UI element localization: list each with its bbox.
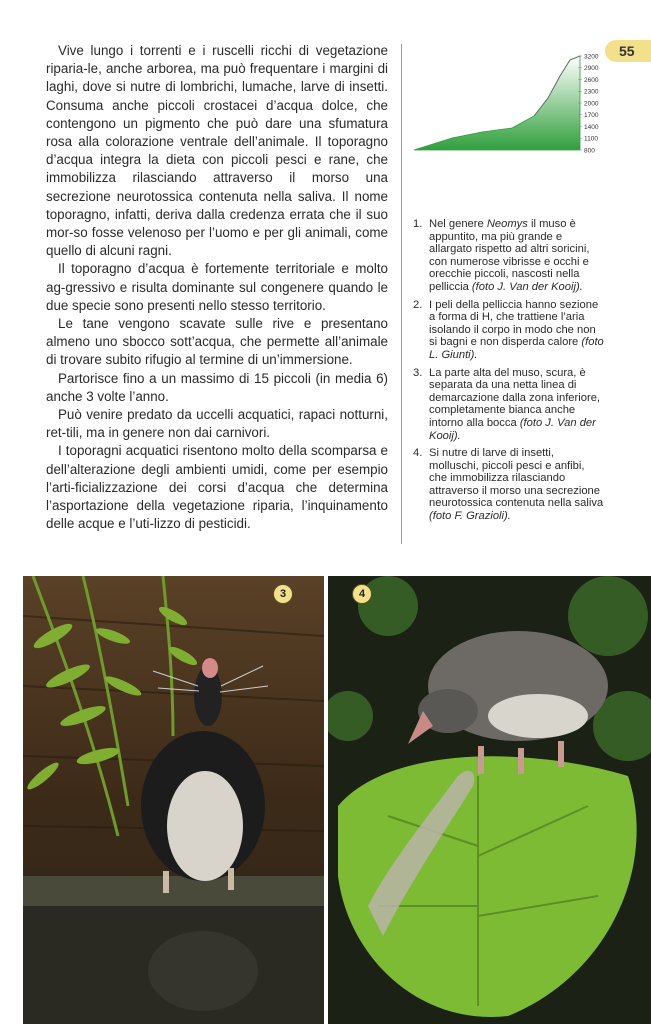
paragraph-5: Può venire predato da uccelli acquatici, rapaci notturni, ret-tili, ma in genere non dai carnivori. xyxy=(46,407,388,441)
caption-number: 4. xyxy=(413,447,423,460)
paragraph-3: Le tane vengono scavate sulle rive e presentano almeno uno sbocco sott’acqua, che permette all’animale di trovare subito rifugio al termine di un’immersione. xyxy=(46,316,388,368)
captions-column xyxy=(413,218,605,528)
altitude-tick-label: 1400 xyxy=(584,123,599,131)
photo-4-badge: 4 xyxy=(352,584,372,604)
altitude-tick-label: 800 xyxy=(584,147,595,155)
caption-4 xyxy=(413,447,605,523)
photo-3-badge: 3 xyxy=(273,584,293,604)
altitude-bands xyxy=(412,56,580,151)
altitude-tick-label: 3200 xyxy=(584,53,599,61)
paragraph-6: I toporagni acquatici risentono molto della scomparsa e dell’alterazione degli ambienti umidi, come per esempio l’arti-ficializzazione dei corsi d’acqua che determina l’asportazione della vegetazione riparia, l’inquinamento delle acque e l’uti-lizzo di pesticidi. xyxy=(46,443,388,532)
water-shrew-photo-icon xyxy=(23,576,324,1024)
page-number: 55 xyxy=(605,40,651,62)
caption-text xyxy=(429,447,605,523)
caption-number: 3. xyxy=(413,366,423,379)
photo-4-shrew-eating-fish xyxy=(328,576,651,1024)
altitude-tick-label: 1700 xyxy=(584,112,599,120)
caption-text-part: Nel genere xyxy=(429,218,487,230)
altitude-tick-labels xyxy=(578,53,599,154)
altitude-tick-label: 1100 xyxy=(584,135,598,143)
shrew-eating-fish-photo-icon xyxy=(328,576,651,1024)
caption-1 xyxy=(413,218,605,294)
caption-text xyxy=(429,299,605,362)
caption-number: 1. xyxy=(413,218,423,230)
caption-text-part: I peli della pelliccia hanno sezione a forma di H, che trattiene l’aria isolando il corpo in modo che non si bagni e non disperda calore xyxy=(429,298,599,349)
caption-credit: (foto L. Giunti). xyxy=(429,336,604,361)
altitude-tick-label: 2000 xyxy=(584,100,599,108)
paragraph-4: Partorisce fino a un massimo di 15 piccoli (in media 6) anche 3 volte l’anno. xyxy=(46,370,388,404)
main-text-column xyxy=(46,42,388,533)
altitude-tick-label: 2600 xyxy=(584,76,599,84)
caption-text xyxy=(429,218,605,294)
caption-text xyxy=(429,367,605,443)
altitude-band-fill xyxy=(412,56,580,151)
altitude-tick-label: 2900 xyxy=(584,65,599,73)
photo-3-water-shrew xyxy=(23,576,324,1024)
caption-3 xyxy=(413,367,605,443)
caption-text-part: Si nutre di larve di insetti, molluschi, piccoli pesci e anfibi, che immobilizza rilasciando attraverso il morso una secrezione neurotossica contenuta nella saliva xyxy=(429,447,604,510)
caption-text-part: il muso è appuntito, ma più grande e allargato rispetto ad altri soricini, con numerose vibrisse e occhi e orecchie piccoli, nascosti nella pelliccia xyxy=(429,218,590,293)
caption-number: 2. xyxy=(413,298,423,311)
column-divider xyxy=(401,44,402,544)
caption-credit: (foto J. Van der Kooij). xyxy=(429,416,596,442)
altitude-chart xyxy=(412,46,608,156)
caption-credit: (foto F. Grazioli). xyxy=(429,510,511,523)
caption-text-part: La parte alta del muso, scura, è separata da una netta linea di demarcazione dalla zona inferiore, completamente bianca anche intorno alla bocca xyxy=(429,366,601,429)
caption-2 xyxy=(413,299,605,362)
caption-credit: (foto J. Van der Kooij). xyxy=(471,280,583,293)
caption-genus: Neomys xyxy=(486,218,528,230)
paragraph-1: Vive lungo i torrenti e i ruscelli ricchi di vegetazione riparia-le, anche arborea, ma può frequentare i margini di laghi, dove si nutre di lombrichi, lumache, larve di insetti. Consuma anche piccoli crostacei d’acqua dolce, che contengono un pigmento che può dare una sfumatura rosa alla colorazione ventrale dell’animale. Il toporagno d’acqua integra la dieta con piccoli pesci e rane, che immobilizza rilasciando attraverso il morso una secrezione neurotossica contenuta nella saliva. Il nome toporagno, infatti, deriva dalla credenza errata che il suo mor-so fosse velenoso per l’uomo e per gli animali, come quello di alcuni ragni. xyxy=(46,43,388,259)
altitude-tick-label: 2300 xyxy=(584,88,599,96)
paragraph-2: Il toporagno d’acqua è fortemente territoriale e molto ag-gressivo e risulta dominante sul congenere quando le due specie sono presenti nello stesso territorio. xyxy=(46,261,388,313)
